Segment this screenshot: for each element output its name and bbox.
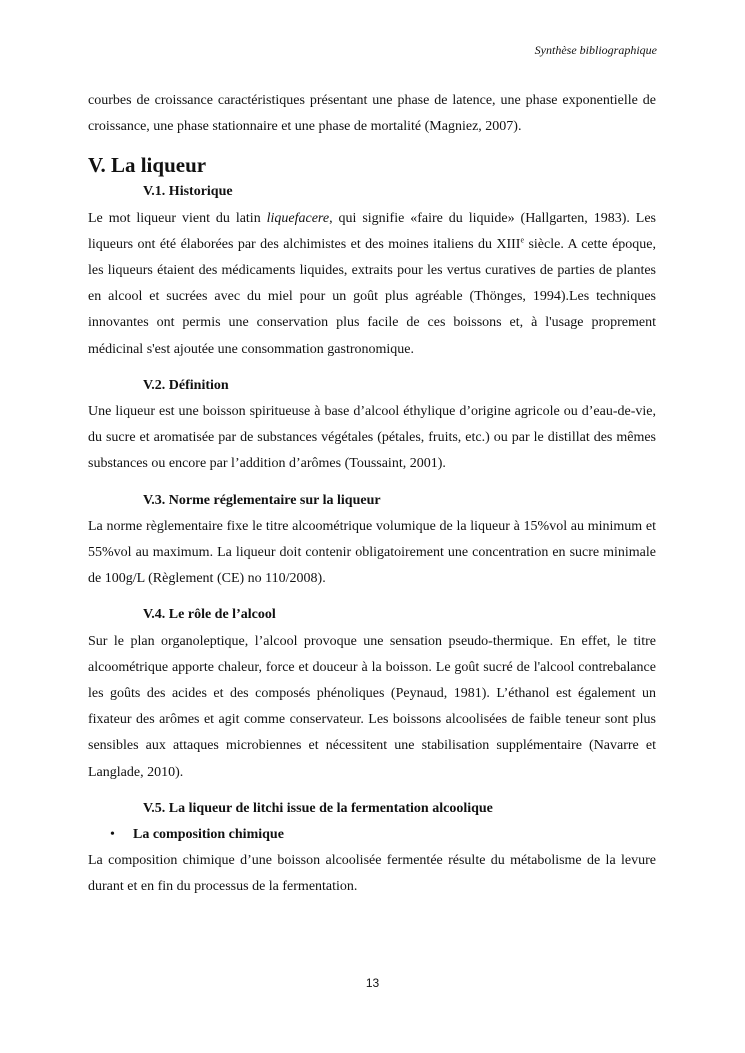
section-heading-historique: V.1. Historique: [143, 184, 233, 200]
page-number: 13: [365, 976, 380, 990]
chapter-title: V. La liqueur: [88, 153, 207, 178]
paragraph-litchi: La composition chimique d’une boisson alcoolisée fermentée résulte du métabolisme de la levure durant et en fin du processus de la fermentation.: [88, 853, 656, 895]
paragraph-norme: La norme règlementaire fixe le titre alcoométrique volumique de la liqueur à 15%vol au minimum et 55%vol au maximum. La liqueur doit contenir obligatoirement une concentration en sucre minimale de 100g/L (Règlement (CE) no 110/2008).: [88, 518, 656, 587]
historique-latin-term: liquefacere: [266, 210, 330, 226]
historique-text-start: Le mot liqueur vient du latin: [88, 210, 267, 226]
historique-text-middle: , qui signifie «faire du liquide» (Hallgarten, 1983). Les liqueurs ont été élaborées par des alchimistes et des moines italiens du XIII: [88, 210, 656, 252]
paragraph-historique: [88, 206, 656, 363]
bullet-label: La composition chimique: [133, 827, 284, 843]
page-content: [88, 88, 656, 901]
section-heading-norme: V.3. Norme réglementaire sur la liqueur: [143, 492, 381, 508]
paragraph-definition: Une liqueur est une boisson spiritueuse à base d’alcool éthylique d’origine agricole ou d’eau-de-vie, du sucre et aromatisée par de substances végétales (pétales, fruits, etc.) ou par le distillat des mêmes substances ou encore par l’addition d’arômes (Toussaint, 2001).: [88, 404, 656, 472]
section-heading-role: V.4. Le rôle de l’alcool: [143, 607, 276, 623]
historique-text-end: siècle. A cette époque, les liqueurs étaient des médicaments liquides, extraits pour les vertus curatives de parties de plantes en alcool et sucrées avec du miel pour un goût plus agréable (Thönges, 1994).Les techniques innovantes ont permis une conservation plus facile de ces boissons et, à l'usage proprement médicinal s'est ajoutée une consommation gastronomique.: [88, 236, 656, 357]
running-header: Synthèse bibliographique: [534, 43, 657, 57]
bullet-symbol: •: [110, 827, 115, 843]
historique-superscript: e: [520, 235, 525, 245]
intro-paragraph: courbes de croissance caractéristiques présentant une phase de latence, une phase exponentielle de croissance, une phase stationnaire et une phase de mortalité (Magniez, 2007).: [88, 93, 656, 135]
paragraph-role: Sur le plan organoleptique, l’alcool provoque une sensation pseudo-thermique. En effet, le titre alcoométrique apporte chaleur, force et douceur à la boisson. Le goût sucré de l'alcool contrebalance les goûts des acides et des composés phénoliques (Peynaud, 1981). L’éthanol est également un fixateur des arômes et agit comme conservateur. Les boissons alcoolisées de faible teneur sont plus sensibles aux attaques microbiennes et nécessitent une stabilisation supplémentaire (Navarre et Langlade, 2010).: [88, 633, 656, 780]
bullet-item: [88, 822, 656, 848]
section-heading-litchi: V.5. La liqueur de litchi issue de la fermentation alcoolique: [143, 800, 493, 816]
section-heading-definition: V.2. Définition: [143, 377, 229, 393]
